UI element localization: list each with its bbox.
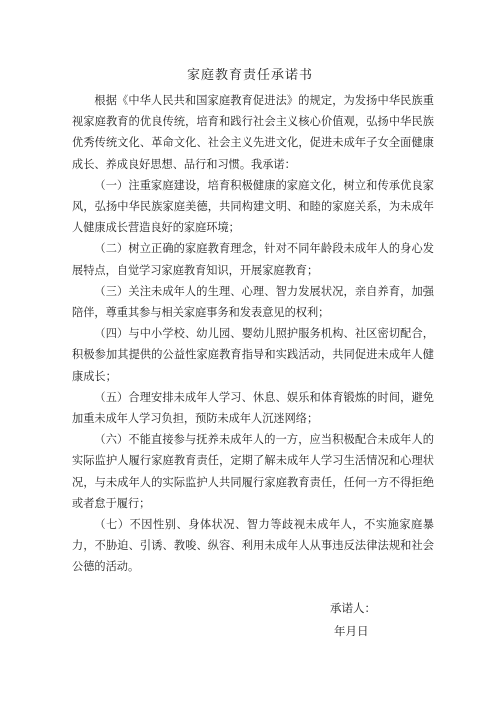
document-title: 家庭教育责任承诺书 bbox=[186, 68, 313, 83]
preamble-paragraph: 根据《中华人民共和国家庭教育促进法》的规定，为发扬中华民族重视家庭教育的优良传统，培育和践行社会主义核心价值观，弘扬中华民族优秀传统文化、革命文化、社会主义先进文化，促进未成年子女全面健康成长、养成良好思想、品行和习惯。我承诺： bbox=[72, 94, 434, 171]
commitment-item-3: （三）关注未成年人的生理、心理、智力发展状况，亲自养育，加强陪伴，尊重其参与相关家庭事务和发表意见的权利； bbox=[72, 284, 434, 320]
signer-label: 承诺人： bbox=[330, 601, 376, 615]
commitment-item-5: （五）合理安排未成年人学习、休息、娱乐和体育锻炼的时间，避免加重未成年人学习负担，预防未成年人沉迷网络； bbox=[72, 390, 434, 426]
commitment-item-1: （一）注重家庭建设，培育积极健康的家庭文化，树立和传承优良家风，弘扬中华民族家庭美德，共同构建文明、和睦的家庭关系，为未成年人健康成长营造良好的家庭环境； bbox=[72, 178, 434, 235]
document-body bbox=[72, 90, 434, 578]
date-label: 年月日 bbox=[334, 624, 369, 638]
commitment-item-6: （六）不能直接参与抚养未成年人的一方，应当积极配合未成年人的实际监护人履行家庭教育责任，定期了解未成年人学习生活情况和心理状况，与未成年人的实际监护人共同履行家庭教育责任，任何一方不得拒绝或者怠于履行； bbox=[72, 433, 434, 510]
commitment-item-4: （四）与中小学校、幼儿园、婴幼儿照护服务机构、社区密切配合，积极参加其提供的公益性家庭教育指导和实践活动，共同促进未成年人健康成长； bbox=[72, 327, 434, 383]
commitment-item-2: （二）树立正确的家庭教育理念，针对不同年龄段未成年人的身心发展特点，自觉学习家庭教育知识，开展家庭教育； bbox=[72, 242, 434, 277]
commitment-item-7: （七）不因性别、身体状况、智力等歧视未成年人，不实施家庭暴力，不胁迫、引诱、教唆、纵容、利用未成年人从事违反法律法规和社会公德的活动。 bbox=[72, 518, 434, 574]
